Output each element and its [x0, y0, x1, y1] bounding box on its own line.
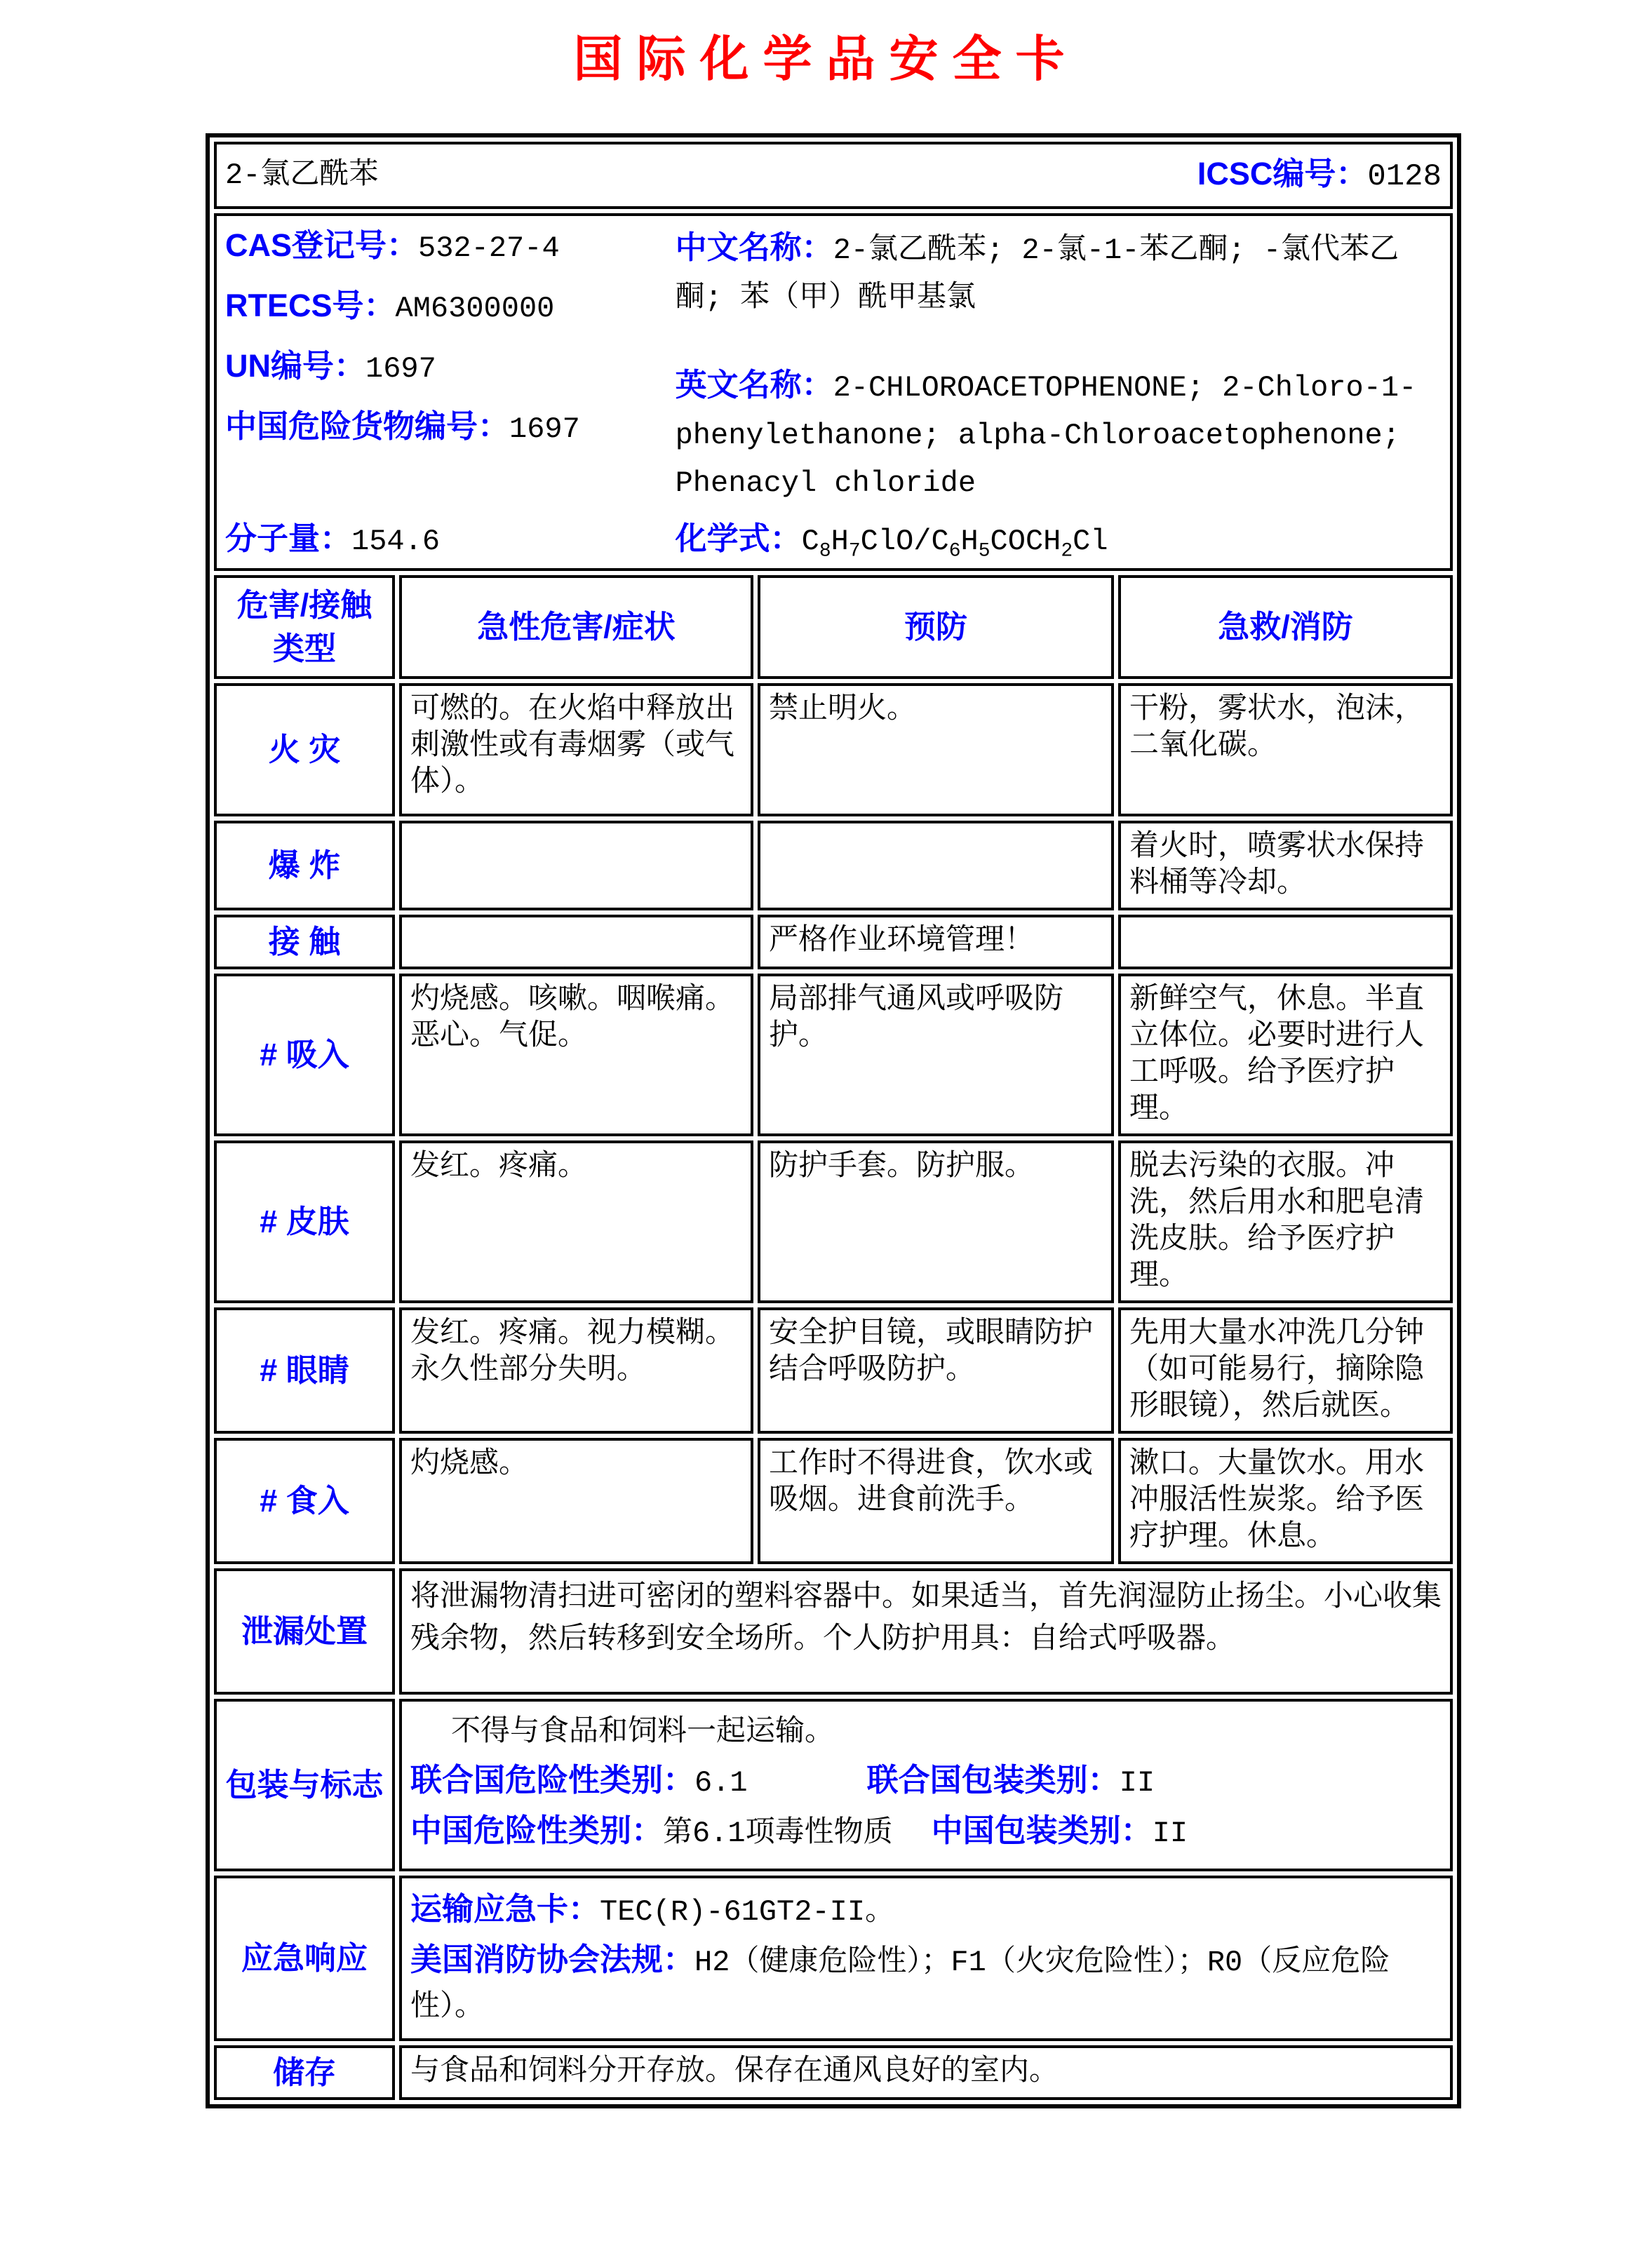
rtecs-value: AM6300000 [395, 292, 555, 325]
hazard-row-inhalation [214, 974, 1453, 1136]
ingestion-symptoms-cell: 灼烧感。 [399, 1438, 753, 1564]
chinese-name-paragraph [676, 224, 1442, 321]
transport-card-line [410, 1887, 1442, 1934]
identity-wrap [225, 222, 1442, 563]
chemical-formula-label: 化学式： [675, 520, 802, 556]
english-name-label: 英文名称： [675, 367, 833, 403]
china-class-label: 中国危险性类别： [410, 1812, 664, 1848]
icsc-number [1197, 156, 1442, 195]
inhalation-label: # 吸入 [214, 974, 395, 1136]
cas-value: 532-27-4 [418, 231, 560, 265]
eyes-label: # 眼睛 [214, 1307, 395, 1434]
storage-text-cell: 与食品和饲料分开存放。保存在通风良好的室内。 [399, 2045, 1453, 2100]
rtecs-number-line [225, 285, 676, 330]
cas-number-line [225, 224, 676, 269]
explosion-label: 爆 炸 [214, 821, 395, 910]
chemical-names [676, 222, 1442, 506]
spill-label: 泄漏处置 [214, 1568, 395, 1695]
eyes-symptoms-cell: 发红。疼痛。视力模糊。永久性部分失明。 [399, 1307, 753, 1434]
rtecs-label: RTECS号： [225, 288, 396, 323]
un-pack-label: 联合国包装类别： [866, 1762, 1120, 1798]
china-dg-label: 中国危险货物编号： [225, 408, 510, 444]
transport-card-value: TEC(R)-61GT2-II。 [600, 1895, 895, 1929]
hazard-header-row [214, 575, 1453, 679]
identity-columns [225, 222, 1442, 506]
un-pack-value: II [1119, 1766, 1155, 1800]
hazard-row-skin [214, 1140, 1453, 1303]
ingestion-firstaid-cell: 漱口。大量饮水。用水冲服活性炭浆。给予医疗护理。休息。 [1118, 1438, 1453, 1564]
fire-label: 火 灾 [214, 683, 395, 816]
spill-row [214, 1568, 1453, 1695]
china-dg-number-line [225, 405, 676, 450]
chinese-name-label: 中文名称： [675, 229, 833, 265]
skin-prevention-cell: 防护手套。防护服。 [758, 1140, 1114, 1303]
fire-prevention-cell: 禁止明火。 [758, 683, 1114, 816]
chemical-formula-line [675, 520, 1442, 563]
nfpa-line [410, 1937, 1442, 2030]
name-cell [214, 142, 1453, 209]
identity-row [214, 213, 1453, 571]
chemical-name: 2-氯乙酰苯 [225, 159, 379, 192]
contact-prevention-cell: 严格作业环境管理！ [758, 915, 1114, 969]
inhalation-firstaid-cell: 新鲜空气，休息。半直立体位。必要时进行人工呼吸。给予医疗护理。 [1118, 974, 1453, 1136]
molecular-info [225, 520, 1442, 563]
chinese-name-value: 2-氯乙酰苯; 2-氯-1-苯乙酮; -氯代苯乙酮; 苯（甲）酰甲基氯 [675, 234, 1399, 315]
un-classification-line [410, 1758, 1442, 1805]
ingestion-prevention-cell: 工作时不得进食，饮水或吸烟。进食前洗手。 [758, 1438, 1114, 1564]
packaging-row [214, 1699, 1453, 1871]
emergency-row [214, 1876, 1453, 2041]
inhalation-prevention-cell: 局部排气通风或呼吸防护。 [758, 974, 1114, 1136]
china-class-value: 第6.1项毒性物质 [663, 1817, 893, 1850]
hazard-row-ingestion [214, 1438, 1453, 1564]
molecular-weight-label: 分子量： [225, 520, 352, 556]
transport-card-label: 运输应急卡： [410, 1891, 600, 1927]
un-label: UN编号： [225, 348, 365, 384]
china-pack-label: 中国包装类别： [931, 1812, 1153, 1848]
inhalation-symptoms-cell: 灼烧感。咳嗽。咽喉痛。恶心。气促。 [399, 974, 753, 1136]
icsc-label: ICSC编号： [1197, 156, 1368, 191]
explosion-symptoms-cell [399, 821, 753, 910]
eyes-prevention-cell: 安全护目镜，或眼睛防护结合呼吸防护。 [758, 1307, 1114, 1434]
english-name-paragraph [676, 362, 1442, 506]
icsc-value: 0128 [1367, 159, 1442, 194]
header-firstaid: 急救/消防 [1118, 575, 1453, 679]
nfpa-value: H2（健康危险性）；F1（火灾危险性）；R0（反应危险性）。 [410, 1946, 1390, 2024]
emergency-content-cell [399, 1876, 1453, 2041]
emergency-label: 应急响应 [214, 1876, 395, 2041]
name-row [214, 142, 1453, 209]
hazard-row-fire [214, 683, 1453, 816]
header-prevention: 预防 [758, 575, 1114, 679]
identity-cell [214, 213, 1453, 571]
hazard-row-eyes [214, 1307, 1453, 1434]
header-hazard-type: 危害/接触类型 [214, 575, 395, 679]
explosion-prevention-cell [758, 821, 1114, 910]
page-title: 国际化学品安全卡 [573, 33, 1079, 87]
packaging-content-cell [399, 1699, 1453, 1871]
contact-symptoms-cell [399, 915, 753, 969]
un-class-value: 6.1 [694, 1766, 748, 1800]
packaging-label: 包装与标志 [214, 1699, 395, 1871]
un-number-line [225, 345, 676, 390]
storage-label: 储存 [214, 2045, 395, 2100]
skin-label: # 皮肤 [214, 1140, 395, 1303]
china-dg-value: 1697 [509, 412, 580, 446]
ingestion-label: # 食入 [214, 1438, 395, 1564]
packaging-note: 不得与食品和饲料一起运输。 [451, 1716, 835, 1749]
explosion-firstaid-cell: 着火时，喷雾状水保持料桶等冷却。 [1118, 821, 1453, 910]
nfpa-label: 美国消防协会法规： [410, 1941, 695, 1977]
cas-label: CAS登记号： [225, 227, 419, 263]
header-symptoms: 急性危害/症状 [399, 575, 753, 679]
contact-label: 接 触 [214, 915, 395, 969]
english-name-value: 2-CHLOROACETOPHENONE; 2-Chloro-1-phenylethanone; alpha-Chloroacetophenone; Phenacyl chloride [675, 371, 1417, 500]
chemical-formula-value: $C_8H_7ClO/C_6H_5COCH_2Cl$ [801, 525, 1108, 563]
icsc-card-table [206, 133, 1461, 2108]
storage-row [214, 2045, 1453, 2100]
china-pack-value: II [1152, 1817, 1188, 1850]
skin-firstaid-cell: 脱去污染的衣服。冲洗，然后用水和肥皂清洗皮肤。给予医疗护理。 [1118, 1140, 1453, 1303]
contact-firstaid-cell [1118, 915, 1453, 969]
hazard-row-contact [214, 915, 1453, 969]
china-classification-line [410, 1808, 1442, 1856]
un-class-label: 联合国危险性类别： [410, 1762, 695, 1798]
hazard-row-explosion [214, 821, 1453, 910]
fire-firstaid-cell: 干粉，雾状水，泡沫，二氧化碳。 [1118, 683, 1453, 816]
fire-symptoms-cell: 可燃的。在火焰中释放出刺激性或有毒烟雾（或气体）。 [399, 683, 753, 816]
spill-text-cell: 将泄漏物清扫进可密闭的塑料容器中。如果适当，首先润湿防止扬尘。小心收集残余物，然后转移到安全场所。个人防护用具：自给式呼吸器。 [399, 1568, 1453, 1695]
molecular-weight-value: 154.6 [351, 525, 441, 558]
registry-numbers [225, 222, 676, 506]
un-value: 1697 [365, 352, 436, 386]
name-bar [225, 156, 1442, 195]
eyes-firstaid-cell: 先用大量水冲洗几分钟（如可能易行，摘除隐形眼镜），然后就医。 [1118, 1307, 1453, 1434]
molecular-weight-line [225, 520, 676, 560]
skin-symptoms-cell: 发红。疼痛。 [399, 1140, 753, 1303]
